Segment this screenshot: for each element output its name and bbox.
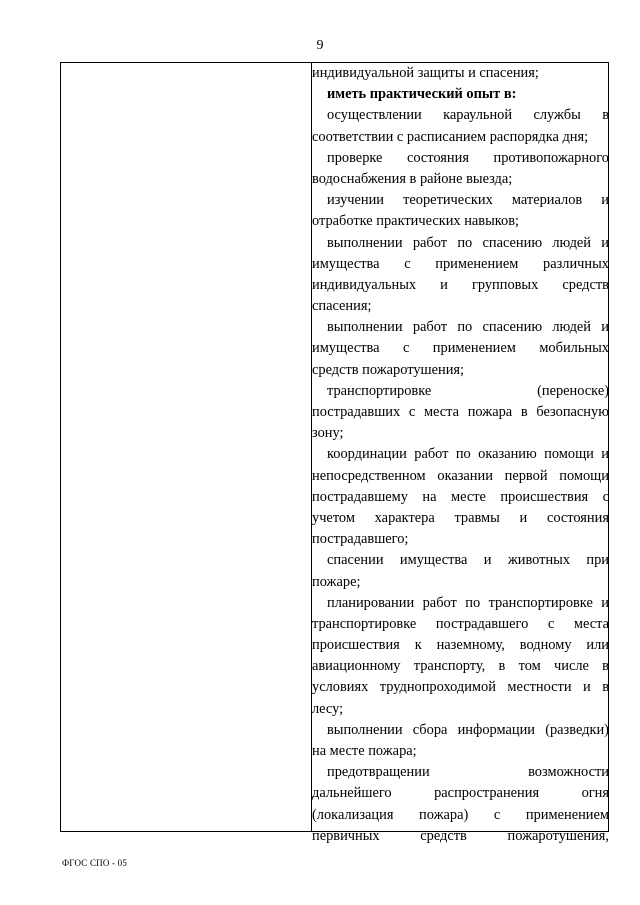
word: и xyxy=(601,319,609,336)
word: пожаротушения, xyxy=(507,827,609,844)
right-column-text xyxy=(312,63,609,847)
text-line xyxy=(312,444,609,465)
text-line: на месте пожара; xyxy=(312,743,417,759)
word: имущества xyxy=(312,255,380,272)
word: или xyxy=(586,637,609,654)
word: с xyxy=(602,488,609,505)
text-line: спасения; xyxy=(312,298,372,315)
word: в xyxy=(520,404,528,420)
word: (разведки) xyxy=(545,721,609,738)
word: транспорту, xyxy=(413,658,486,675)
word: травмы xyxy=(454,509,500,526)
word: применением xyxy=(435,255,519,272)
text-line xyxy=(312,402,609,423)
word: происшествия xyxy=(500,488,589,505)
word: и xyxy=(601,594,609,611)
text-line xyxy=(312,466,609,487)
word: и xyxy=(601,192,609,209)
word: и xyxy=(519,509,528,526)
text-line xyxy=(312,317,609,338)
word: материалов xyxy=(511,192,583,209)
word: по xyxy=(465,594,481,611)
word: и xyxy=(440,276,448,293)
word: места xyxy=(573,615,609,632)
word: и xyxy=(601,446,609,463)
word: мобильных xyxy=(539,340,609,357)
word: места xyxy=(423,404,460,420)
word: индивидуальных xyxy=(312,276,417,293)
text-line: отработке практических навыков; xyxy=(312,213,520,230)
content-table xyxy=(60,62,609,844)
word: происшествия xyxy=(312,637,400,654)
word: работ xyxy=(412,234,448,251)
word: в xyxy=(602,658,609,675)
word: предотвращении xyxy=(327,764,430,781)
text-line xyxy=(312,148,609,169)
text-line: зону; xyxy=(312,425,344,442)
text-line: иметь практический опыт в: xyxy=(327,86,517,103)
text-line: индивидуальной защиты и спасения; xyxy=(312,65,539,81)
word: с xyxy=(493,806,501,823)
word: оказании xyxy=(437,467,493,484)
word: оказанию xyxy=(478,446,537,463)
word: в xyxy=(602,107,609,124)
word: работ xyxy=(414,446,449,463)
word: распространения xyxy=(434,785,540,802)
word: координации xyxy=(327,446,407,463)
word: пожара) xyxy=(419,806,469,823)
word: транспортировке xyxy=(327,382,432,399)
word: непосредственном xyxy=(312,467,426,484)
word: числе xyxy=(554,658,589,675)
text-line: пожаре; xyxy=(312,573,361,590)
text-line xyxy=(312,275,609,296)
text-line xyxy=(312,720,609,741)
word: спасению xyxy=(482,234,543,251)
word: по xyxy=(457,234,473,251)
word: возможности xyxy=(528,764,609,781)
word: с xyxy=(402,340,410,357)
word: по xyxy=(455,446,471,463)
word: осуществлении xyxy=(327,107,422,124)
word: выполнении xyxy=(327,721,403,738)
text-line: средств пожаротушения; xyxy=(312,361,465,378)
word: выполнении xyxy=(327,319,403,336)
text-line: соответствии с расписанием распорядка дня; xyxy=(312,128,589,145)
word: людей xyxy=(552,319,591,336)
page-number: 9 xyxy=(316,38,324,53)
word: пострадавшему xyxy=(312,488,408,505)
word: работ xyxy=(412,319,448,336)
word: проверке xyxy=(327,149,383,166)
word: с xyxy=(408,404,416,420)
text-line xyxy=(312,805,609,826)
word: и xyxy=(483,552,492,569)
word: месте xyxy=(450,488,486,505)
word: первичных xyxy=(312,827,380,844)
word: спасении xyxy=(327,552,384,569)
word: информации xyxy=(457,721,535,738)
word: транспортировке xyxy=(488,594,593,611)
word: (переноске) xyxy=(537,382,609,399)
text-line xyxy=(312,254,609,275)
word: работ xyxy=(422,594,457,611)
word: применением xyxy=(525,806,609,823)
word: первой xyxy=(504,467,548,484)
word: имущества xyxy=(399,552,468,569)
word: при xyxy=(586,552,609,569)
word: водному xyxy=(519,637,572,654)
word: спасению xyxy=(482,319,543,336)
word: с xyxy=(547,615,555,632)
word: по xyxy=(457,319,473,336)
word: планировании xyxy=(327,594,415,611)
text-line xyxy=(312,190,609,211)
word: (локализация xyxy=(312,806,394,823)
text-line xyxy=(312,233,609,254)
word: противопожарного xyxy=(493,149,609,166)
word: и xyxy=(583,679,591,696)
word: применением xyxy=(432,340,516,357)
word: теоретических xyxy=(403,192,493,209)
text-line xyxy=(312,783,609,804)
text-line xyxy=(312,656,609,677)
text-line xyxy=(312,338,609,359)
text-line xyxy=(312,487,609,508)
word: выполнении xyxy=(327,234,403,251)
word: дальнейшего xyxy=(312,785,392,802)
word: пожара xyxy=(467,404,513,420)
word: к xyxy=(414,637,422,654)
text-line: лесу; xyxy=(312,700,344,717)
word: групповых xyxy=(471,276,539,293)
text-line xyxy=(312,105,609,126)
word: условиях xyxy=(312,679,369,696)
text-line: пострадавшего; xyxy=(312,531,409,548)
footer-code: ФГОС СПО - 05 xyxy=(62,858,128,868)
word: на xyxy=(422,488,437,505)
word: имущества xyxy=(312,340,380,357)
text-line xyxy=(312,826,609,847)
word: транспортировке xyxy=(312,615,417,632)
word: людей xyxy=(552,234,591,251)
text-line xyxy=(312,508,609,529)
word: труднопроходимой xyxy=(379,679,496,696)
word: авиационному xyxy=(312,658,401,675)
word: караульной xyxy=(443,107,513,124)
word: средств xyxy=(562,276,609,293)
word: местности xyxy=(507,679,572,696)
word: изучении xyxy=(327,192,385,209)
word: и xyxy=(601,234,609,251)
word: учетом xyxy=(312,509,355,526)
text-line: водоснабжения в районе выезда; xyxy=(312,170,513,187)
word: помощи xyxy=(544,446,594,463)
word: состояния xyxy=(546,509,609,526)
word: в xyxy=(602,679,609,696)
word: с xyxy=(404,255,411,272)
text-line xyxy=(312,381,609,402)
text-line xyxy=(312,593,609,614)
word: в xyxy=(498,658,506,675)
word: различных xyxy=(543,255,609,272)
text-line xyxy=(312,762,609,783)
word: безопасную xyxy=(536,404,609,420)
word: средств xyxy=(420,827,467,844)
word: наземному, xyxy=(436,637,505,654)
word: помощи xyxy=(559,467,609,484)
text-line xyxy=(312,550,609,571)
word: сбора xyxy=(412,721,448,738)
text-line xyxy=(312,614,609,635)
word: состояния xyxy=(406,149,469,166)
word: огня xyxy=(581,785,609,802)
word: характера xyxy=(374,509,435,526)
word: пострадавших xyxy=(312,404,401,420)
text-line xyxy=(312,677,609,698)
text-line xyxy=(312,635,609,656)
word: службы xyxy=(533,107,581,124)
word: животных xyxy=(507,552,571,569)
word: том xyxy=(518,658,541,675)
word: пострадавшего xyxy=(435,615,529,632)
